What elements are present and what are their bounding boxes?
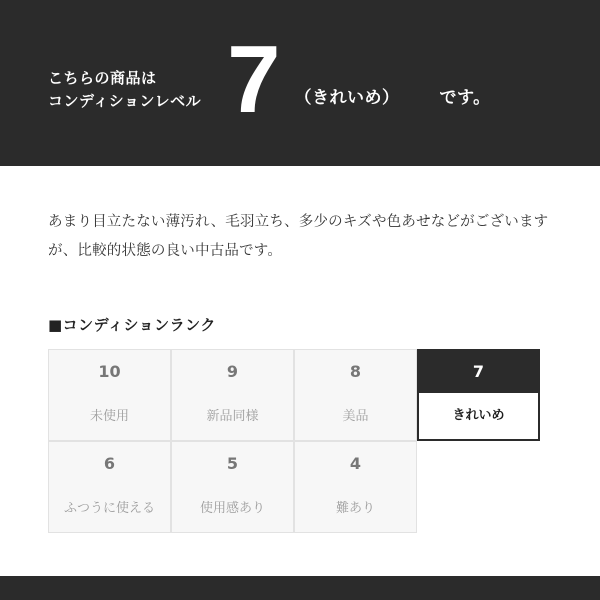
level-number: 7 bbox=[227, 26, 281, 133]
rank-number-cell: 8 bbox=[294, 349, 417, 393]
header-lead-line1: こちらの商品は bbox=[48, 68, 157, 87]
rank-label-cell: 新品同様 bbox=[171, 393, 294, 441]
section-title-condition-rank: ■コンディションランク bbox=[48, 316, 216, 334]
rank-label-cell: ふつうに使える bbox=[48, 485, 171, 533]
rank-label-cell-selected: きれいめ bbox=[417, 393, 540, 441]
rank-number-cell: 9 bbox=[171, 349, 294, 393]
rank-label-cell: 難あり bbox=[294, 485, 417, 533]
rank-number-cell: 10 bbox=[48, 349, 171, 393]
rank-number-cell: 6 bbox=[48, 441, 171, 485]
rank-number-cell-selected: 7 bbox=[417, 349, 540, 393]
rank-number-cell: 4 bbox=[294, 441, 417, 485]
rank-number-cell: 5 bbox=[171, 441, 294, 485]
header-tail-text: です。 bbox=[439, 87, 491, 108]
level-name-parenthetical: （きれいめ） bbox=[294, 87, 400, 108]
footer-band bbox=[0, 576, 600, 600]
rank-label-cell: 使用感あり bbox=[171, 485, 294, 533]
header-band bbox=[0, 0, 600, 166]
header-lead-text bbox=[48, 67, 201, 114]
body-card bbox=[0, 166, 600, 576]
rank-empty-cell bbox=[417, 485, 540, 533]
rank-empty-cell bbox=[417, 441, 540, 485]
condition-description: あまり目立たない薄汚れ、毛羽立ち、多少のキズや色あせなどがございますが、比較的状態の良い中古品です。 bbox=[48, 214, 549, 259]
header-lead-line2: コンディションレベル bbox=[48, 92, 202, 110]
condition-rank-grid bbox=[48, 349, 540, 533]
rank-label-cell: 美品 bbox=[294, 393, 417, 441]
rank-label-cell: 未使用 bbox=[48, 393, 171, 441]
